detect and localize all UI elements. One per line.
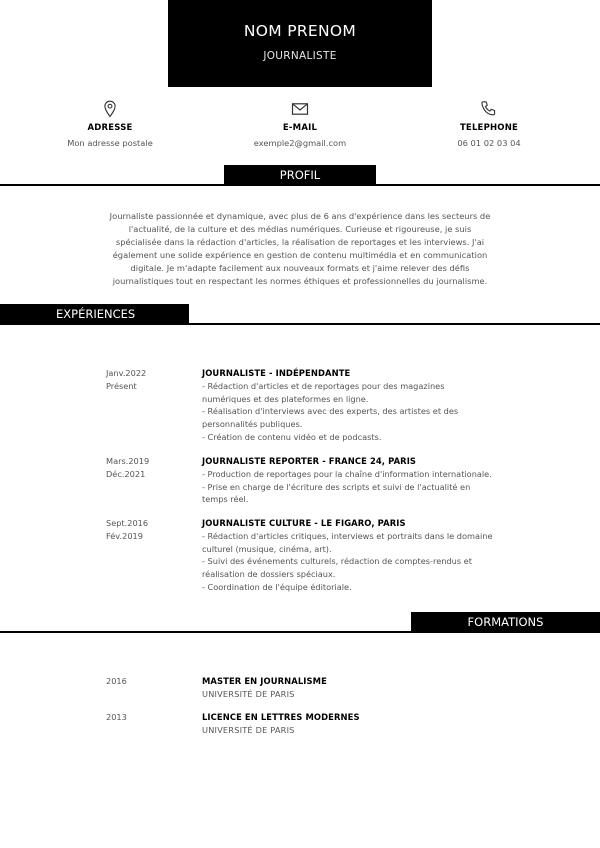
date-start: Janv.2022 bbox=[106, 368, 147, 378]
experience-line: numériques et des plateformes en ligne. bbox=[202, 393, 369, 404]
full-name: NOM PRENOM bbox=[243, 22, 357, 40]
education-school: UNIVERSITÉ DE PARIS bbox=[202, 724, 295, 735]
experience-line: - Réalisation d'interviews avec des experts, des artistes et des bbox=[202, 406, 459, 417]
envelope-icon bbox=[291, 100, 309, 118]
experience-line: temps réel. bbox=[202, 494, 249, 505]
contact-label: E-MAIL bbox=[282, 123, 318, 133]
experience-title: JOURNALISTE CULTURE - LE FIGARO, PARIS bbox=[202, 518, 406, 528]
contact-label: ADRESSE bbox=[87, 123, 133, 133]
name-header bbox=[168, 0, 432, 87]
contact-address bbox=[10, 100, 210, 148]
experience-dates bbox=[106, 517, 196, 543]
contact-label: TELEPHONE bbox=[459, 123, 519, 133]
date-end: Fév.2019 bbox=[106, 530, 143, 541]
experience-line: - Rédaction d'articles et de reportages pour des magazines bbox=[202, 380, 445, 391]
experience-dates bbox=[106, 367, 196, 393]
experience-line: - Rédaction d'articles critiques, interviews et portraits dans le domaine bbox=[202, 530, 493, 541]
section-heading-experience: EXPÉRIENCES bbox=[0, 304, 189, 324]
contact-value: Mon adresse postale bbox=[67, 138, 153, 148]
location-pin-icon bbox=[103, 100, 117, 118]
experience-title: JOURNALISTE REPORTER - FRANCE 24, PARIS bbox=[202, 456, 417, 466]
date-start: Sept.2016 bbox=[106, 518, 149, 528]
date-end: Déc.2021 bbox=[106, 468, 146, 479]
profile-text: Journaliste passionnée et dynamique, avec plus de 6 ans d'expérience dans les secteurs de l'actualité, de la culture et des médias numériques. Curieuse et rigoureuse, je suis spécialisée dans la rédaction d'articles, la réalisation de reportages et les interviews. J'ai également une solide expérience en gestion de contenu multimédia et en communication digitale. Je m'adapte facilement aux nouveaux formats et j'aime relever des défis journalistiques tout en respectant les normes éthiques et professionnelles du journalisme. bbox=[109, 211, 491, 286]
experience-line: culturel (musique, cinéma, art). bbox=[202, 543, 332, 554]
experience-line: réalisation de dossiers spéciaux. bbox=[202, 569, 336, 580]
contact-value: 06 01 02 03 04 bbox=[457, 138, 521, 148]
section-heading-education: FORMATIONS bbox=[411, 612, 600, 632]
date-start: Mars.2019 bbox=[106, 456, 150, 466]
experience-line: - Création de contenu vidéo et de podcasts. bbox=[202, 431, 382, 442]
experience-title: JOURNALISTE - INDÉPENDANTE bbox=[202, 368, 351, 378]
experience-line: - Coordination de l'équipe éditoriale. bbox=[202, 581, 352, 592]
experience-line: personnalités publiques. bbox=[202, 419, 303, 430]
education-body bbox=[202, 711, 502, 737]
date-end: Présent bbox=[106, 380, 137, 391]
experience-body bbox=[202, 367, 502, 444]
education-degree: MASTER EN JOURNALISME bbox=[202, 676, 327, 686]
experience-dates bbox=[106, 455, 196, 481]
job-title: JOURNALISTE bbox=[263, 50, 337, 62]
phone-icon bbox=[480, 100, 498, 118]
experience-line: - Suivi des événements culturels, rédaction de comptes-rendus et bbox=[202, 556, 472, 567]
education-body bbox=[202, 675, 502, 701]
education-year: 2013 bbox=[106, 712, 127, 722]
education-year: 2016 bbox=[106, 676, 127, 686]
education-school: UNIVERSITÉ DE PARIS bbox=[202, 688, 295, 699]
experience-body bbox=[202, 455, 502, 506]
contact-email bbox=[200, 100, 400, 148]
contact-phone bbox=[389, 100, 589, 148]
experience-body bbox=[202, 517, 502, 594]
education-degree: LICENCE EN LETTRES MODERNES bbox=[202, 712, 360, 722]
section-heading-profile: PROFIL bbox=[224, 165, 376, 185]
experience-line: - Prise en charge de l'écriture des scripts et suivi de l'actualité en bbox=[202, 481, 471, 492]
contact-value: exemple2@gmail.com bbox=[253, 138, 347, 148]
experience-line: - Production de reportages pour la chaîne d'information internationale. bbox=[202, 468, 492, 479]
